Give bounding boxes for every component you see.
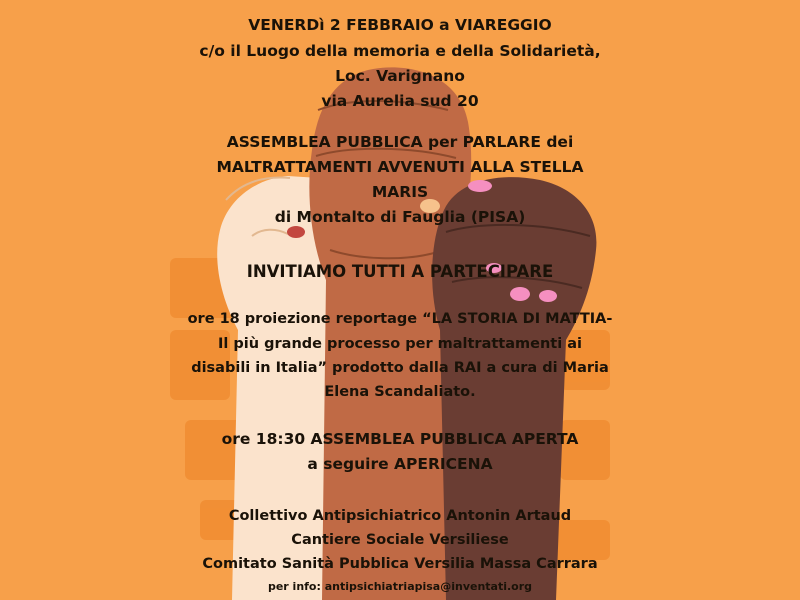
program-line-4: Elena Scandaliato. [324,384,476,400]
contact-info: per info: antipsichiatriapisa@inventati.org [267,580,533,593]
organizer-2: Cantiere Sociale Versiliese [291,532,509,548]
organizer-3: Comitato Sanità Pubblica Versilia Massa Carrara [202,556,598,572]
program-line-1: ore 18 proiezione reportage “LA STORIA DI MATTIA- [187,311,613,327]
event-address: via Aurelia sud 20 [321,92,479,110]
headline-line-2: MALTRATTAMENTI AVVENUTI ALLA STELLA [216,158,584,176]
assembly-line-2: a seguire APERICENA [307,455,493,473]
event-venue: c/o il Luogo della memoria e della Solidarietà, [199,42,601,60]
headline-line-3: MARIS [371,183,429,201]
headline-line-1: ASSEMBLEA PUBBLICA per PARLARE dei [226,133,574,151]
invite-heading: INVITIAMO TUTTI A PARTECIPARE [246,262,554,281]
program-line-3: disabili in Italia” prodotto dalla RAI a cura di Maria [191,360,609,376]
organizer-1: Collettivo Antipsichiatrico Antonin Artaud [228,508,572,524]
event-date-place: VENERDì 2 FEBBRAIO a VIAREGGIO [248,16,552,34]
headline-line-4: di Montalto di Fauglia (PISA) [274,208,526,226]
event-locality: Loc. Varignano [335,67,465,85]
assembly-line-1: ore 18:30 ASSEMBLEA PUBBLICA APERTA [221,430,579,448]
program-line-2: Il più grande processo per maltrattamenti ai [218,336,582,352]
